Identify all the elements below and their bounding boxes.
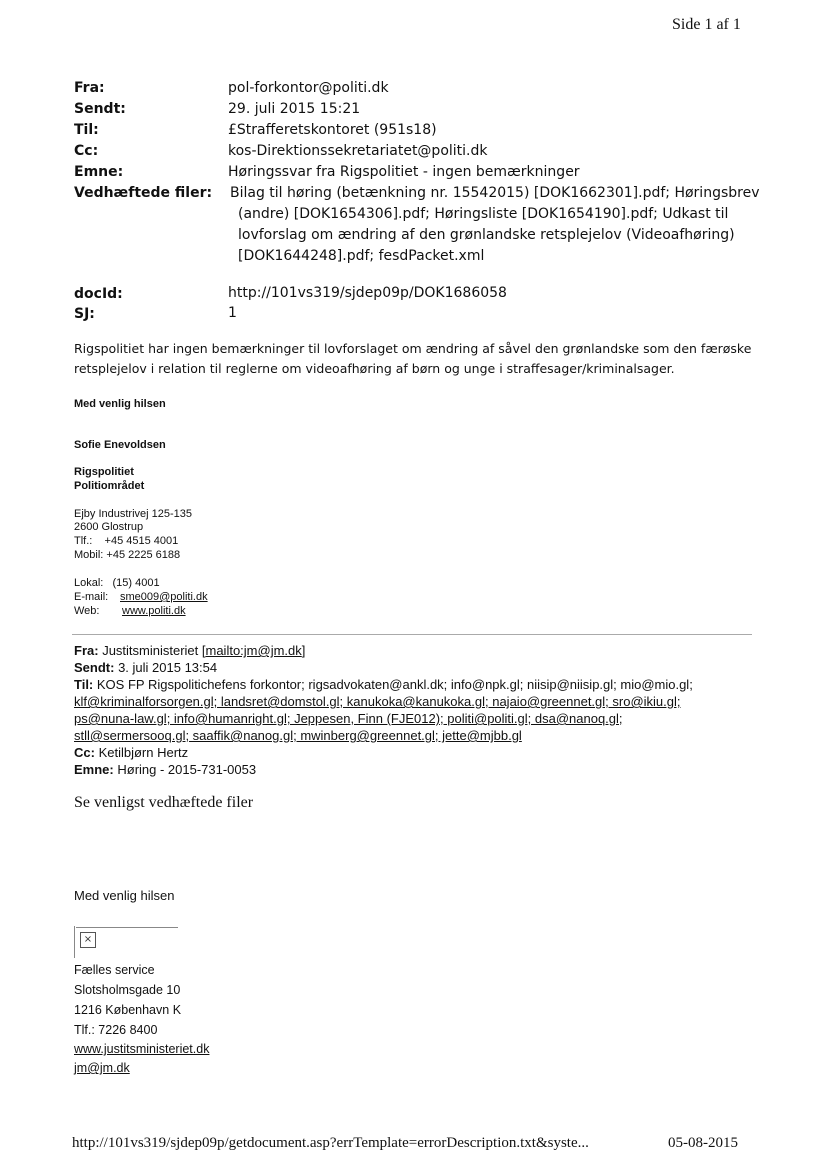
footer-date: 05-08-2015 [668,1135,738,1151]
fwd-cc [74,745,188,760]
fwd-to-line: stll@sermersooq.gl; saaffik@nanog.gl; mwinberg@greennet.gl; jette@mjbb.gl [74,728,522,743]
mobile-line: Mobil: +45 2225 6188 [74,549,181,561]
fwd-to-line: ps@nuna-law.gl; info@humanright.gl; Jeppesen, Finn (FJE012); politi@politi.gl; dsa@nanoq.gl; [74,711,623,726]
fwd-from-label: Fra: [74,643,99,658]
fwd-to-line: KOS FP Rigspolitichefens forkontor; rigsadvokaten@ankl.dk; info@npk.gl; niisip@niisip.gl; mio@mio.gl; [96,677,693,692]
broken-image-icon: × [80,932,96,948]
fwd-sent [74,660,217,675]
fwd-body: Se venligst vedhæftede filer [74,794,254,811]
fwd-from [74,643,305,658]
sj-label: SJ: [74,306,95,322]
signature-rule [76,927,178,928]
local-line: Lokal: (15) 4001 [74,577,160,589]
attachment-line: [DOK1644248].pdf; fesdPacket.xml [238,248,485,264]
fwd-from-end: ] [301,643,306,658]
greeting: Med venlig hilsen [74,398,166,410]
footer-url: http://101vs319/sjdep09p/getdocument.asp?errTemplate=errorDescription.txt&syste... [72,1135,589,1151]
page-number: Side 1 af 1 [672,16,741,33]
ministry-email-link[interactable]: jm@jm.dk [74,1061,130,1075]
cc-label: Cc: [74,143,99,159]
org-name: Rigspolitiet [74,466,134,478]
docid-value: http://101vs319/sjdep09p/DOK1686058 [228,285,507,301]
attachment-line: Bilag til høring (betænkning nr. 15542015) [DOK1662301].pdf; Høringsbrev [230,185,760,201]
address-line: 2600 Glostrup [74,521,144,533]
from-label: Fra: [74,80,105,96]
address-line: Ejby Industrivej 125-135 [74,508,193,520]
body-line: Rigspolitiet har ingen bemærkninger til lovforslaget om ændring af såvel den grønlandske som den færøske [74,341,752,356]
fwd-subject [74,762,256,777]
fwd-subject-value: Høring - 2015-731-0053 [117,762,257,777]
fwd-sent-value: 3. juli 2015 13:54 [118,660,218,675]
image-frame [74,926,77,958]
fwd-to-label: Til: [74,677,94,692]
attachment-line: lovforslag om ændring af den grønlandske retsplejelov (Videoafhøring) [238,227,735,243]
fwd-cc-value: Ketilbjørn Hertz [98,745,189,760]
ministry-web-link[interactable]: www.justitsministeriet.dk [74,1042,210,1056]
fwd-sig-line: Fælles service [74,963,155,977]
from-value: pol-forkontor@politi.dk [228,80,389,96]
cc-value: kos-Direktionssekretariatet@politi.dk [228,143,488,159]
fwd-greeting: Med venlig hilsen [74,888,175,903]
web-label: Web: [74,605,100,617]
sj-value: 1 [228,305,237,321]
to-label: Til: [74,122,99,138]
web-link[interactable]: www.politi.dk [122,605,186,617]
fwd-sig-line: Tlf.: 7226 8400 [74,1023,158,1037]
email-label: E-mail: [74,591,109,603]
fwd-cc-label: Cc: [74,745,95,760]
fwd-to-line: klf@kriminalforsorgen.gl; landsret@domstol.gl; kanukoka@kanukoka.gl; najaio@greennet.gl; sro@ikiu.gl; [74,694,681,709]
fwd-sig-line: 1216 København K [74,1003,182,1017]
sent-value: 29. juli 2015 15:21 [228,101,361,117]
fwd-mailto-link[interactable]: mailto:jm@jm.dk [205,643,302,658]
subject-value: Høringssvar fra Rigspolitiet - ingen bemærkninger [228,164,580,180]
email-link[interactable]: sme009@politi.dk [120,591,208,603]
phone-line: Tlf.: +45 4515 4001 [74,535,179,547]
org-unit: Politiområdet [74,480,145,492]
fwd-to [74,677,693,692]
body-line: retsplejelov i relation til reglerne om videoafhøring af børn og unge i straffesager/kriminalsager. [74,361,675,376]
fwd-sent-label: Sendt: [74,660,115,675]
subject-label: Emne: [74,164,124,180]
fwd-subject-label: Emne: [74,762,114,777]
attachments-label: Vedhæftede filer: [74,185,213,201]
divider [72,634,752,635]
attachment-line: (andre) [DOK1654306].pdf; Høringsliste [DOK1654190].pdf; Udkast til [238,206,729,222]
to-value: £Strafferetskontoret (951s18) [228,122,437,138]
sent-label: Sendt: [74,101,126,117]
fwd-from-text: Justitsministeriet [ [102,643,206,658]
sender-name: Sofie Enevoldsen [74,439,166,451]
docid-label: docId: [74,286,123,302]
fwd-sig-line: Slotsholmsgade 10 [74,983,181,997]
